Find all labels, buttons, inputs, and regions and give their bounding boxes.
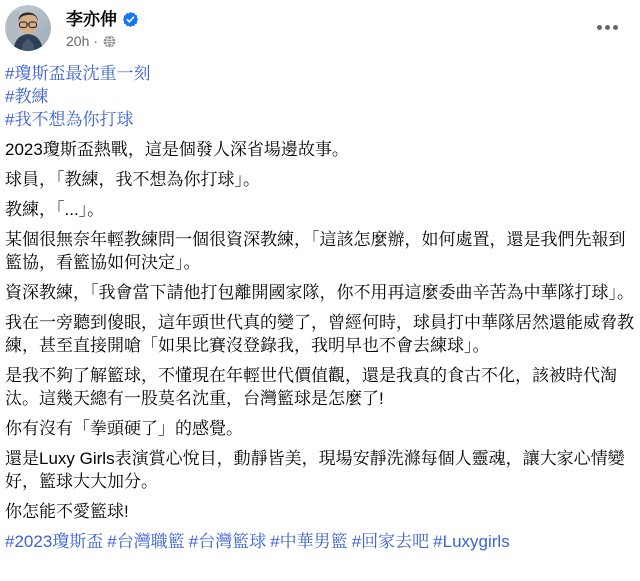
hashtag-link[interactable]: #台灣職籃 (107, 532, 185, 551)
bottom-hashtag-line (5, 530, 635, 553)
hashtag-link[interactable]: #台灣籃球 (188, 532, 267, 551)
post-paragraph: 我在一旁聽到傻眼，這年頭世代真的變了，曾經何時，球員打中華隊居然還能威脅教練，甚至直接開嗆「如果比賽沒登錄我，我明早也不會去練球」。 (5, 313, 634, 355)
header-meta (66, 5, 138, 49)
separator-dot: · (93, 33, 99, 49)
verified-badge-icon (123, 12, 138, 27)
hashtag-link[interactable]: #瓊斯盃最沈重一刻 (5, 64, 151, 83)
top-hashtag-block (5, 62, 635, 131)
post-paragraph: 資深教練，「我會當下請他打包離開國家隊，你不用再這麼委曲辛苦為中華隊打球」。 (5, 283, 634, 302)
more-options-icon (597, 25, 602, 30)
avatar-photo (5, 5, 51, 51)
globe-icon (103, 35, 116, 48)
hashtag-link[interactable]: #我不想為你打球 (5, 110, 134, 129)
post-header (5, 5, 635, 51)
post-paragraph: 某個很無奈年輕教練問一個很資深教練，「這該怎麼辦，如何處置，還是我們先報到籃協，看籃協如何決定」。 (5, 230, 626, 272)
hashtag-link[interactable]: #回家去吧 (351, 532, 430, 551)
post-paragraph: 你怎能不愛籃球! (5, 502, 129, 521)
timestamp[interactable]: 20h (66, 33, 90, 49)
author-name[interactable]: 李亦伸 (66, 10, 117, 29)
post-paragraph: 球員，「教練，我不想為你打球」。 (5, 170, 260, 189)
hashtag-link[interactable]: #2023瓊斯盃 (5, 532, 104, 551)
post-paragraph: 2023瓊斯盃熱戰，這是個發人深省場邊故事。 (5, 140, 349, 159)
avatar[interactable] (5, 5, 51, 51)
post-paragraph: 你有沒有「拳頭硬了」的感覺。 (5, 419, 243, 438)
post-paragraph: 是我不夠了解籃球，不懂現在年輕世代價值觀，還是我真的食古不化，該被時代淘汰。這幾天總有一股莫名沈重，台灣籃球是怎麼了! (5, 366, 617, 408)
more-options-button[interactable] (593, 21, 622, 34)
hashtag-link[interactable]: #中華男籃 (270, 532, 348, 551)
post-paragraph: 還是Luxy Girls表演賞心悅目，動靜皆美，現場安靜洗滌每個人靈魂，讓大家心情變好，籃球大大加分。 (5, 449, 625, 491)
hashtag-link[interactable]: #Luxygirls (433, 532, 510, 551)
hashtag-link[interactable]: #教練 (5, 87, 49, 106)
post-paragraph: 教練，「...」。 (5, 200, 105, 219)
post-body (5, 62, 635, 553)
